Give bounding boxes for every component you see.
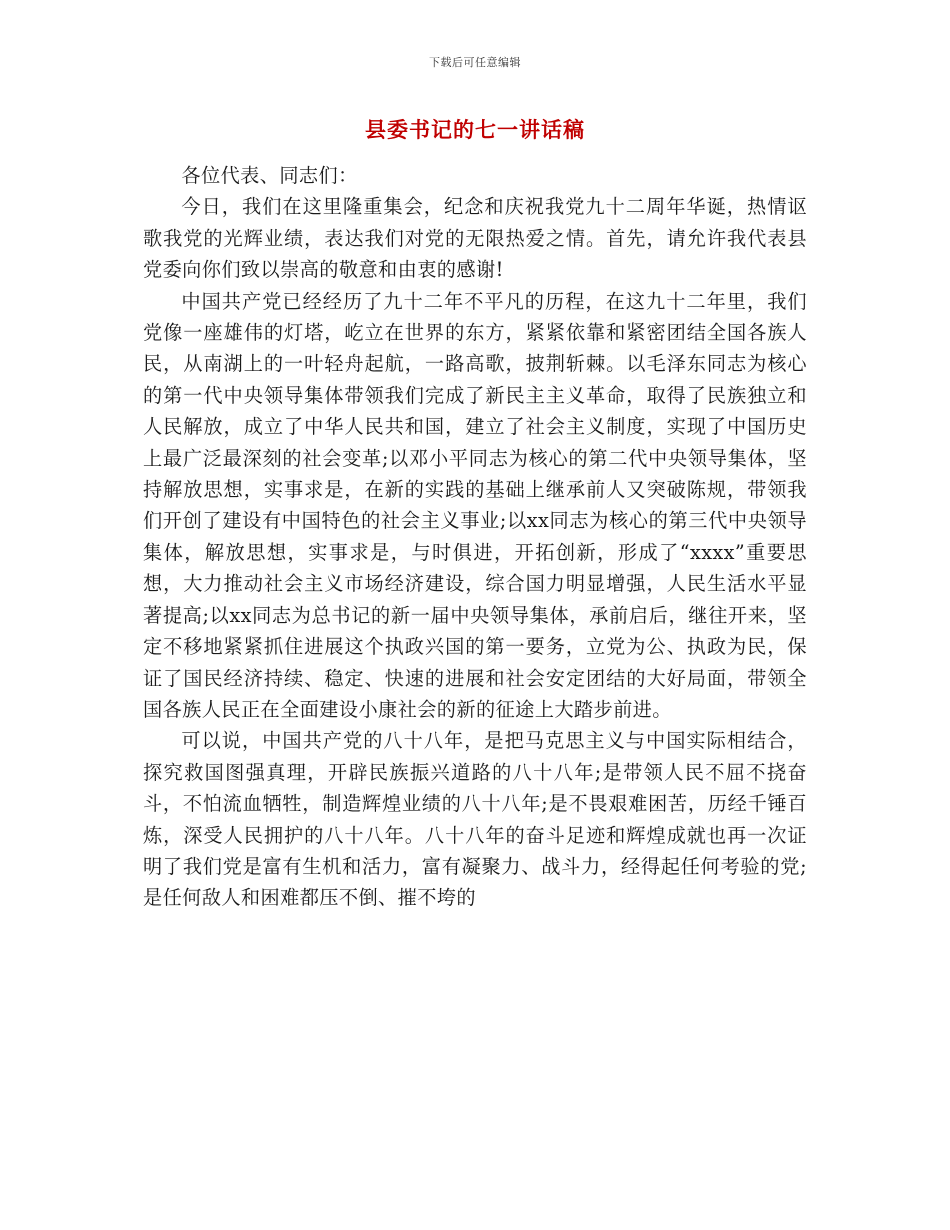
paragraph-3: 可以说，中国共产党的八十八年，是把马克思主义与中国实际相结合，探究救国图强真理，开辟民族振兴道路的八十八年;是带领人民不屈不挠奋斗，不怕流血牺牲，制造辉煌业绩的八十八年;是不畏艰难困苦，历经千锤百炼，深受人民拥护的八十八年。八十八年的奋斗足迹和辉煌成就也再一次证明了我们党是富有生机和活力，富有凝聚力、战斗力，经得起任何考验的党;是任何敌人和困难都压不倒、摧不垮的 — [143, 729, 807, 910]
salutation: 各位代表、同志们： — [181, 164, 358, 187]
document-title: 县委书记的七一讲话稿 — [365, 117, 585, 142]
document-body — [143, 160, 807, 914]
header-note: 下载后可任意编辑 — [429, 56, 521, 69]
paragraph-1: 今日，我们在这里隆重集会，纪念和庆祝我党九十二周年华诞，热情讴歌我党的光辉业绩，表达我们对党的无限热爱之情。首先，请允许我代表县党委向你们致以崇高的敬意和由衷的感谢! — [143, 195, 807, 282]
paragraph-2: 中国共产党已经经历了九十二年不平凡的历程，在这九十二年里，我们党像一座雄伟的灯塔，屹立在世界的东方，紧紧依靠和紧密团结全国各族人民，从南湖上的一叶轻舟起航，一路高歌，披荆斩棘。以毛泽东同志为核心的第一代中央领导集体带领我们完成了新民主主义革命，取得了民族独立和人民解放，成立了中华人民共和国，建立了社会主义制度，实现了中国历史上最广泛最深刻的社会变革;以邓小平同志为核心的第二代中央领导集体，坚持解放思想，实事求是，在新的实践的基础上继承前人又突破陈规，带领我们开创了建设有中国特色的社会主义事业;以xx同志为核心的第三代中央领导集体，解放思想，实事求是，与时俱进，开拓创新，形成了“xxxx”重要思想，大力推动社会主义市场经济建设，综合国力明显增强，人民生活水平显著提高;以xx同志为总书记的新一届中央领导集体，承前启后，继往开来，坚定不移地紧紧抓住进展这个执政兴国的第一要务，立党为公、执政为民，保证了国民经济持续、稳定、快速的进展和社会安定团结的大好局面，带领全国各族人民正在全面建设小康社会的新的征途上大踏步前进。 — [143, 289, 807, 721]
